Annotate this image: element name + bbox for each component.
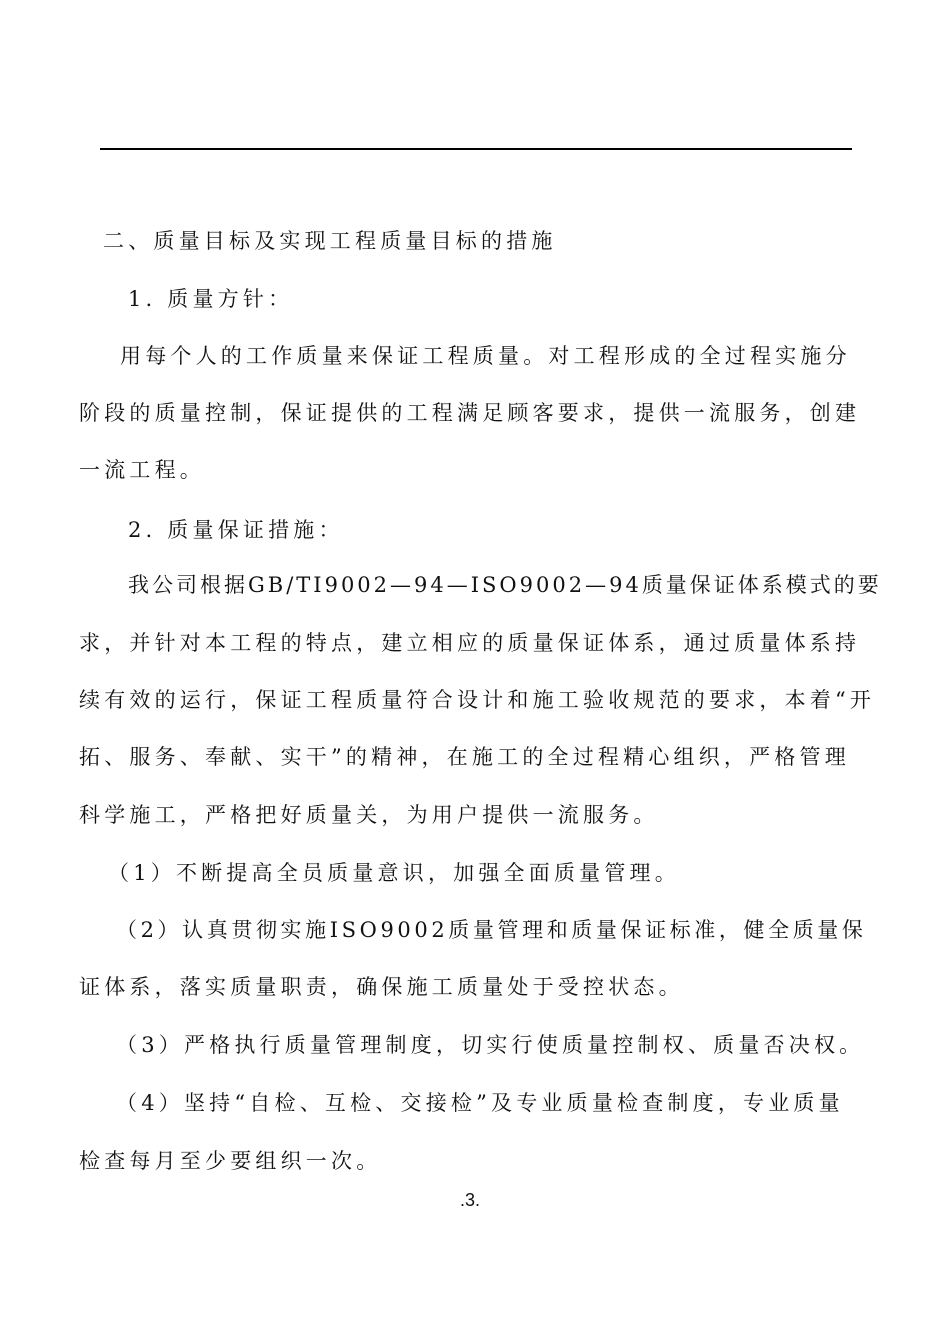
paragraph-line: 续有效的运行，保证工程质量符合设计和施工验收规范的要求，本着“开 [79,688,876,712]
list-item: （4）坚持“自检、互检、交接检”及专业质量检查制度，专业质量 [116,1091,844,1115]
section-heading: 二、质量目标及实现工程质量目标的措施 [103,229,557,253]
list-item: （1）不断提高全员质量意识，加强全面质量管理。 [108,861,680,885]
list-item-continuation: 证体系，落实质量职责，确保施工质量处于受控状态。 [79,975,684,999]
list-item: （2）认真贯彻实施ISO9002质量管理和质量保证标准，健全质量保 [116,918,867,942]
paragraph-line: 我公司根据GB/TI9002—94—ISO9002—94质量保证体系模式的要 [128,573,882,597]
list-item-continuation: 检查每月至少要组织一次。 [79,1149,382,1173]
subsection-title-quality-measures: 2. 质量保证措施： [128,518,344,542]
list-item: （3）严格执行质量管理制度，切实行使质量控制权、质量否决权。 [116,1033,865,1057]
paragraph-line: 拓、服务、奉献、实干”的精神，在施工的全过程精心组织，严格管理 [79,745,850,769]
header-rule [100,148,852,150]
paragraph-line: 用每个人的工作质量来保证工程质量。对工程形成的全过程实施分 [120,344,851,368]
subsection-title-quality-policy: 1. 质量方针： [128,287,294,311]
paragraph-line: 科学施工，严格把好质量关，为用户提供一流服务。 [79,803,659,827]
paragraph-line: 一流工程。 [79,458,205,482]
page-number: .3. [460,1190,481,1210]
paragraph-line: 求，并针对本工程的特点，建立相应的质量保证体系，通过质量体系持 [79,631,861,655]
paragraph-line: 阶段的质量控制，保证提供的工程满足顾客要求，提供一流服务，创建 [79,401,861,425]
